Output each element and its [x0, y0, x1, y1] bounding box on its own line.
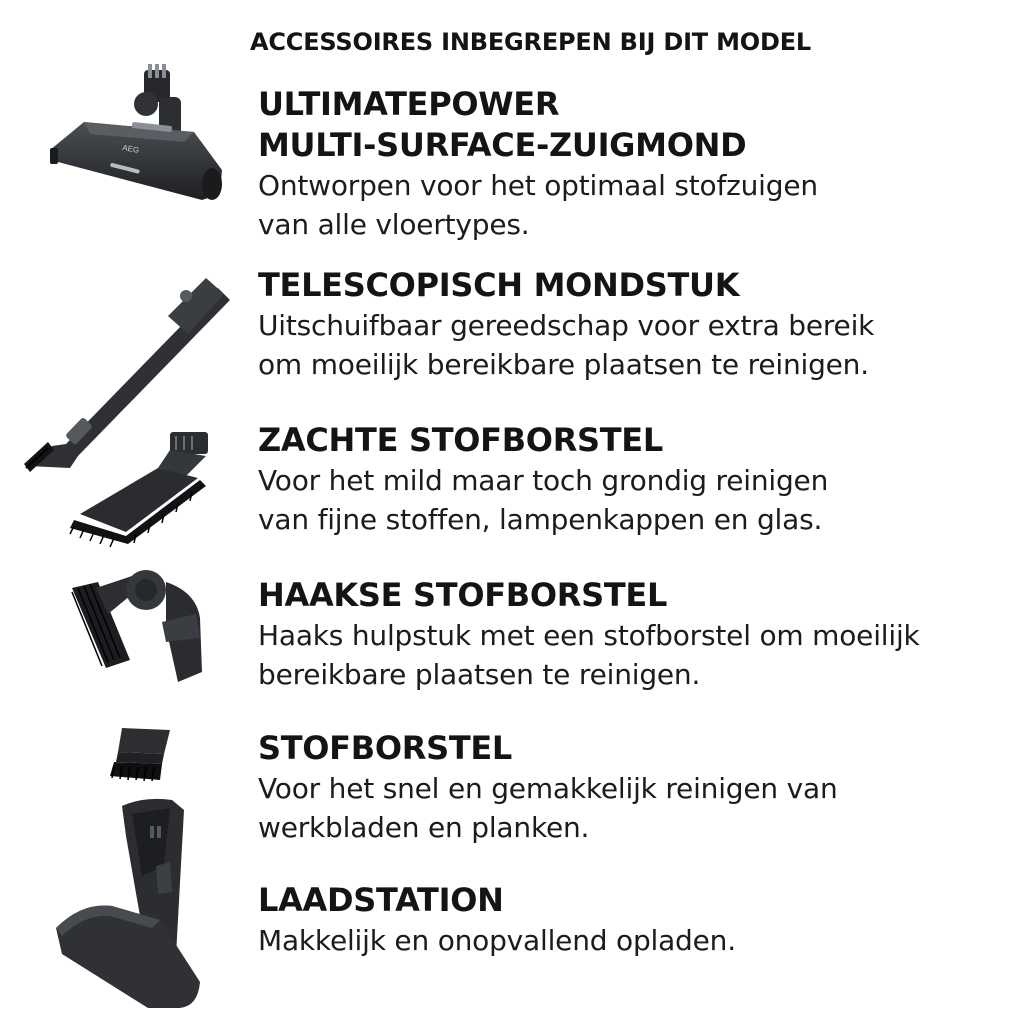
page-header: ACCESSOIRES INBEGREPEN BIJ DIT MODEL — [250, 28, 812, 56]
accessory-item-soft-brush — [258, 420, 998, 539]
angled-dusting-brush-icon — [68, 568, 208, 688]
item-description: Uitschuifbaar gereedschap voor extra bereik om moeilijk bereikbare plaatsen te reinigen. — [258, 309, 875, 381]
item-title: STOFBORSTEL — [258, 729, 512, 767]
accessory-item-charging-station — [258, 880, 998, 960]
accessory-item-angled-brush — [258, 575, 998, 694]
accessory-item-dusting-brush — [258, 728, 998, 847]
dusting-brush-icon — [104, 724, 176, 786]
accessory-item-telescopic-tool — [258, 265, 998, 384]
item-title: TELESCOPISCH MONDSTUK — [258, 266, 740, 304]
item-title: ULTIMATEPOWER MULTI-SURFACE-ZUIGMOND — [258, 85, 747, 164]
item-description: Ontworpen voor het optimaal stofzuigen van alle vloertypes. — [258, 169, 818, 241]
brand-logo: AEG — [121, 143, 140, 155]
item-title: HAAKSE STOFBORSTEL — [258, 576, 668, 614]
item-description: Voor het mild maar toch grondig reinigen van fijne stoffen, lampenkappen en glas. — [258, 464, 829, 536]
item-description: Makkelijk en onopvallend opladen. — [258, 924, 736, 957]
accessory-item-floor-nozzle — [258, 84, 998, 244]
item-description: Voor het snel en gemakkelijk reinigen van werkbladen en planken. — [258, 772, 838, 844]
soft-dusting-brush-icon — [66, 428, 216, 548]
floor-nozzle-icon — [44, 62, 229, 212]
item-title: ZACHTE STOFBORSTEL — [258, 421, 663, 459]
item-description: Haaks hulpstuk met een stofborstel om moeilijk bereikbare plaatsen te reinigen. — [258, 619, 920, 691]
charging-station-icon — [52, 796, 210, 1011]
item-title: LAADSTATION — [258, 881, 504, 919]
